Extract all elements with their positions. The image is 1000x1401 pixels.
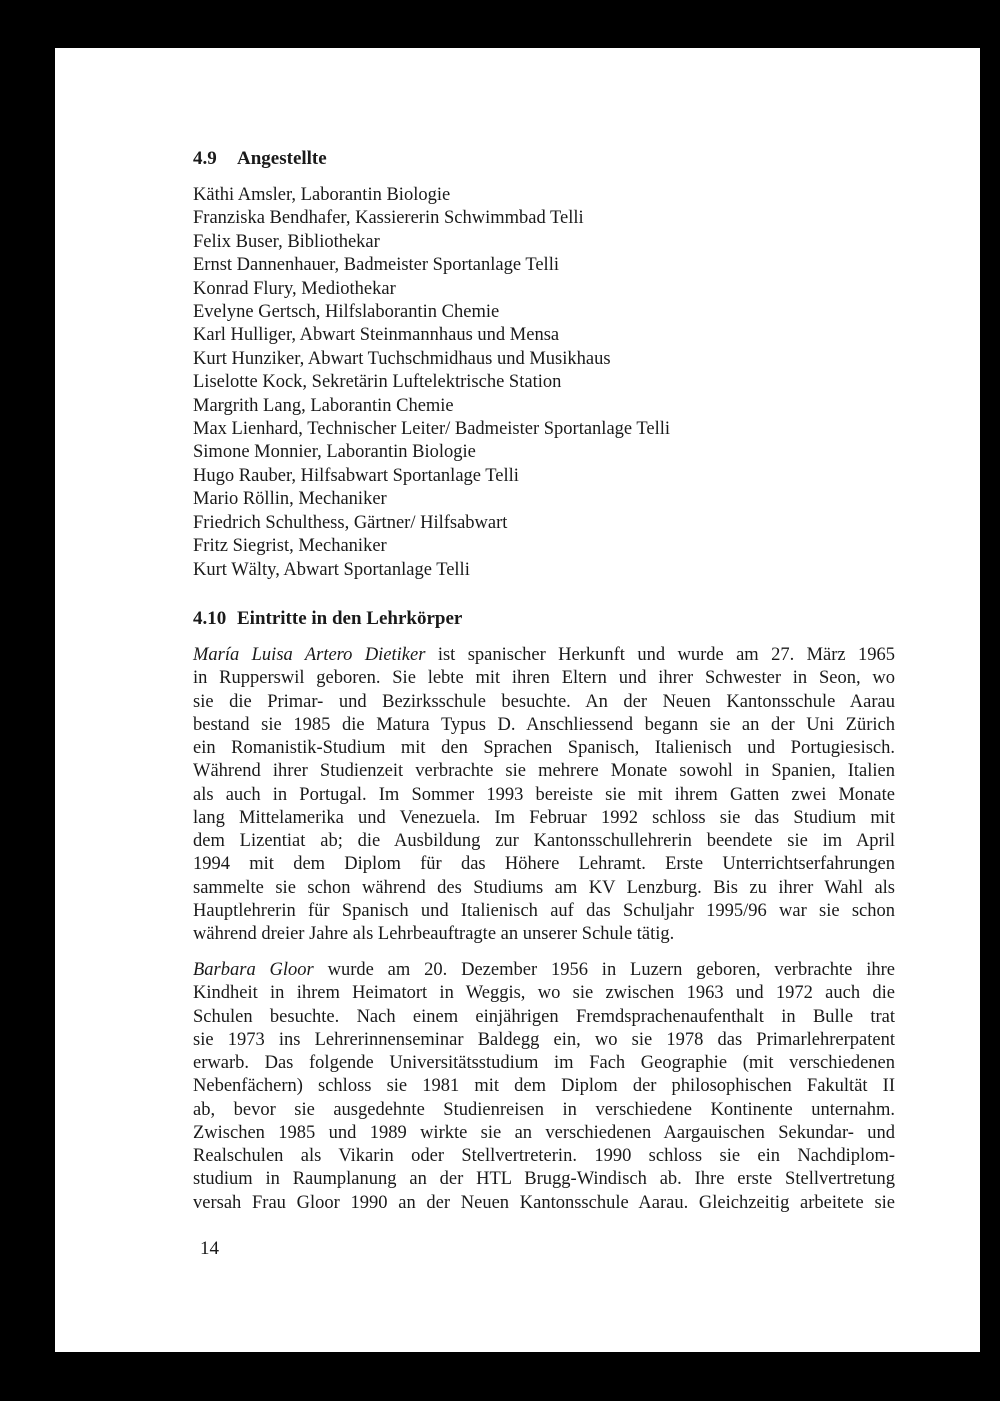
text-line bbox=[193, 1192, 895, 1215]
line-text: wurde am 20. Dezember 1956 in Luzern geboren, verbrachte ihre bbox=[313, 960, 895, 980]
employee-item: Ernst Dannenhauer, Badmeister Sportanlage Telli bbox=[193, 255, 559, 276]
line-text: studium in Raumplanung an der HTL Brugg-Windisch ab. Ihre erste Stellvertretung bbox=[193, 1169, 895, 1190]
employee-item: Kurt Wälty, Abwart Sportanlage Telli bbox=[193, 559, 470, 580]
employee-item: Hugo Rauber, Hilfsabwart Sportanlage Telli bbox=[193, 465, 519, 486]
text-line bbox=[193, 714, 895, 737]
employee-item: Liselotte Kock, Sekretärin Luftelektrische Station bbox=[193, 372, 562, 393]
line-text: sie die Primar- und Bezirksschule besuchte. An der Neuen Kantonsschule Aarau bbox=[193, 691, 895, 712]
employee-item: Franziska Bendhafer, Kassiererin Schwimmbad Telli bbox=[193, 208, 584, 229]
line-text: während dreier Jahre als Lehrbeauftragte an unserer Schule tätig. bbox=[193, 924, 675, 944]
paragraph-gloor bbox=[193, 959, 895, 1215]
person-name: María Luisa Artero Dietiker bbox=[193, 645, 426, 665]
text-line bbox=[193, 877, 895, 900]
employee-item: Käthi Amsler, Laborantin Biologie bbox=[193, 185, 451, 205]
line-text: sie 1973 ins Lehrerinnenseminar Baldegg ein, wo sie 1978 das Primarlehrerpatent bbox=[193, 1029, 895, 1050]
text-line bbox=[193, 667, 895, 690]
employee-item: Margrith Lang, Laborantin Chemie bbox=[193, 395, 454, 416]
section-number: 4.9 bbox=[193, 148, 217, 169]
line-text: als auch in Portugal. Im Sommer 1993 bereiste sie mit ihrem Gatten zwei Monate bbox=[193, 784, 895, 805]
text-line bbox=[193, 982, 895, 1005]
text-line bbox=[193, 691, 895, 714]
person-name: Barbara Gloor bbox=[193, 960, 314, 980]
line-text: sammelte sie schon während des Studiums am KV Lenzburg. Bis zu ihrer Wahl als bbox=[193, 877, 895, 898]
line-text: versah Frau Gloor 1990 an der Neuen Kantonsschule Aarau. Gleichzeitig arbeitete sie bbox=[193, 1192, 895, 1213]
paragraph-artero-dietiker bbox=[193, 644, 895, 946]
text-line bbox=[193, 1029, 895, 1052]
employee-item: Karl Hulliger, Abwart Steinmannhaus und Mensa bbox=[193, 325, 560, 346]
line-text: bestand sie 1985 die Matura Typus D. Anschliessend begann sie an der Uni Zürich bbox=[193, 714, 895, 735]
employee-item: Konrad Flury, Mediothekar bbox=[193, 278, 396, 299]
text-line bbox=[193, 959, 895, 982]
employee-list bbox=[193, 184, 670, 582]
line-text: ab, bevor sie ausgedehnte Studienreisen in verschiedene Kontinente unternahm. bbox=[193, 1099, 895, 1120]
text-line bbox=[193, 1052, 895, 1075]
line-text: Nebenfächern) schloss sie 1981 mit dem Diplom der philosophischen Fakultät II bbox=[193, 1076, 895, 1097]
line-text: Hauptlehrerin für Spanisch und Italienisch auf das Schuljahr 1995/96 war sie schon bbox=[193, 900, 895, 921]
line-text: 1994 mit dem Diplom für das Höhere Lehramt. Erste Unterrichtserfahrungen bbox=[193, 854, 895, 875]
text-line bbox=[193, 807, 895, 830]
text-line bbox=[193, 853, 895, 876]
employee-item: Max Lienhard, Technischer Leiter/ Badmeister Sportanlage Telli bbox=[193, 419, 671, 440]
text-line bbox=[193, 900, 895, 923]
line-text: dem Lizentiat ab; die Ausbildung zur Kantonsschullehrerin beendete sie im April bbox=[193, 831, 895, 851]
line-text: in Rupperswil geboren. Sie lebte mit ihren Eltern und ihrer Schwester in Seon, wo bbox=[193, 668, 895, 689]
employee-item: Friedrich Schulthess, Gärtner/ Hilfsabwart bbox=[193, 512, 508, 533]
text-line bbox=[193, 830, 895, 853]
employee-item: Simone Monnier, Laborantin Biologie bbox=[193, 442, 476, 463]
line-text: Realschulen als Vikarin oder Stellvertreterin. 1990 schloss sie ein Nachdiplom- bbox=[193, 1146, 895, 1166]
text-line bbox=[193, 923, 895, 946]
line-text: Kindheit in ihrem Heimatort in Weggis, wo sie zwischen 1963 und 1972 auch die bbox=[193, 983, 895, 1004]
line-text: ist spanischer Herkunft und wurde am 27. März 1965 bbox=[425, 645, 895, 665]
employee-item: Felix Buser, Bibliothekar bbox=[193, 231, 380, 252]
text-line bbox=[193, 1006, 895, 1029]
line-text: Während ihrer Studienzeit verbrachte sie mehrere Monate sowohl in Spanien, Italien bbox=[193, 761, 895, 782]
text-line bbox=[193, 1099, 895, 1122]
page-number: 14 bbox=[200, 1238, 219, 1259]
employee-item: Evelyne Gertsch, Hilfslaborantin Chemie bbox=[193, 302, 500, 323]
line-text: ein Romanistik-Studium mit den Sprachen Spanisch, Italienisch und Portugiesisch. bbox=[193, 738, 895, 758]
section-title: Eintritte in den Lehrkörper bbox=[237, 608, 463, 629]
text-line bbox=[193, 760, 895, 783]
section-heading-4-10 bbox=[193, 608, 462, 630]
text-line bbox=[193, 1075, 895, 1098]
employee-item: Fritz Siegrist, Mechaniker bbox=[193, 536, 387, 557]
document-page bbox=[55, 48, 980, 1352]
text-line bbox=[193, 737, 895, 760]
line-text: lang Mittelamerika und Venezuela. Im Februar 1992 schloss sie das Studium mit bbox=[193, 807, 895, 828]
line-text: Schulen besuchte. Nach einem einjährigen Fremdsprachenaufenthalt in Bulle trat bbox=[193, 1006, 895, 1027]
text-line bbox=[193, 644, 895, 667]
text-line bbox=[193, 784, 895, 807]
text-line bbox=[193, 1122, 895, 1145]
section-number: 4.10 bbox=[193, 608, 227, 629]
section-title: Angestellte bbox=[237, 148, 327, 169]
employee-item: Mario Röllin, Mechaniker bbox=[193, 489, 387, 510]
text-line bbox=[193, 1168, 895, 1191]
line-text: erwarb. Das folgende Universitätsstudium im Fach Geographie (mit verschiedenen bbox=[193, 1053, 895, 1073]
text-line bbox=[193, 1145, 895, 1168]
employee-item: Kurt Hunziker, Abwart Tuchschmidhaus und Musikhaus bbox=[193, 348, 611, 369]
line-text: Zwischen 1985 und 1989 wirkte sie an verschiedenen Aargauischen Sekundar- und bbox=[193, 1122, 895, 1143]
section-heading-4-9 bbox=[193, 148, 327, 170]
